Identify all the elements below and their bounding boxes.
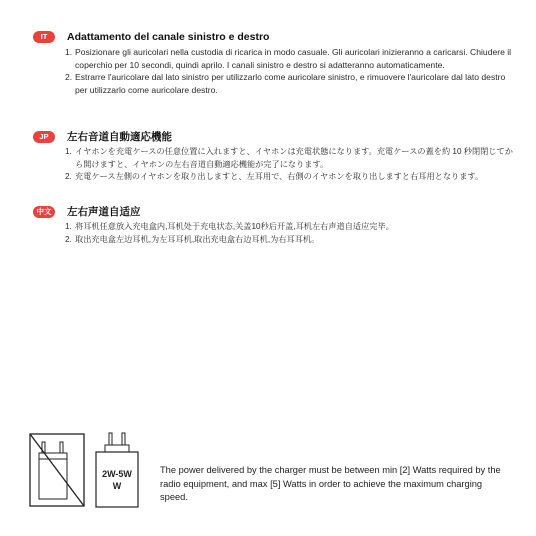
list-item <box>33 71 513 96</box>
language-badge-jp: JP <box>33 131 55 143</box>
item-text: イヤホンを充電ケースの任意位置に入れますと、イヤホンは充電状態になります。充電ケースの蓋を約 10 秒閉閉じてから開けますと、イヤホンの左右音道自動適応機能が完了になります。 <box>75 147 513 169</box>
item-text: 充電ケース左側のイヤホンを取り出しますと、左耳用で、右側のイヤホンを取り出しますと右耳用となります。 <box>75 172 484 182</box>
item-text: Posizionare gli auricolari nella custodia di ricarica in modo casuale. Gli auricolari inizieranno a caricarsi. Chiudere il coperchio per 10 secondi, quindi aprilo. I canali sinistro e destro si adatteranno automaticamente. <box>75 47 512 70</box>
section-header <box>33 130 513 146</box>
language-badge-it: IT <box>33 31 55 43</box>
item-number: 1. <box>65 222 72 231</box>
section-header <box>33 30 513 46</box>
item-text: Estrarre l'auricolare dal lato sinistro per utilizzarlo come auricolare sinistro, e rimuovere l'auricolare dal lato destro per utilizzarlo come auricolare destro. <box>75 72 506 95</box>
charger-watt-unit: W <box>112 481 122 491</box>
section-japanese <box>33 130 513 184</box>
item-text: 将耳机任意放入充电盒内,耳机处于充电状态,关盖10秒后开盖,耳机左右声道自适应完毕。 <box>75 222 394 231</box>
item-text: 取出充电盒左边耳机,为左耳耳机,取出充电盒右边耳机,为右耳耳机。 <box>75 234 320 244</box>
item-number: 1. <box>65 47 73 57</box>
item-number: 2. <box>65 72 73 83</box>
charger-watt-range: 2W-5W <box>102 469 132 479</box>
list-item <box>33 171 513 184</box>
section-chinese <box>33 205 513 246</box>
instruction-list <box>33 46 513 96</box>
section-italian <box>33 30 513 96</box>
item-number: 2. <box>65 234 72 244</box>
language-badge-zh: 中文 <box>33 206 55 218</box>
item-number: 2. <box>65 172 72 182</box>
instruction-list <box>33 221 513 246</box>
section-title: Adattamento del canale sinistro e destro <box>67 31 270 43</box>
section-header <box>33 205 513 221</box>
list-item <box>33 146 513 171</box>
charger-power-note: The power delivered by the charger must be between min [2] Watts required by the radio equipment, and max [5] Watts in order to achieve the maximum charging speed. <box>160 465 501 502</box>
instruction-list <box>33 146 513 184</box>
list-item <box>33 234 513 247</box>
section-title: 左右音道自動適応機能 <box>67 131 172 143</box>
section-title: 左右声道自适应 <box>67 206 141 218</box>
item-number: 1. <box>65 147 72 156</box>
list-item <box>33 46 513 71</box>
no-charger-icon <box>29 433 85 507</box>
list-item <box>33 221 513 234</box>
